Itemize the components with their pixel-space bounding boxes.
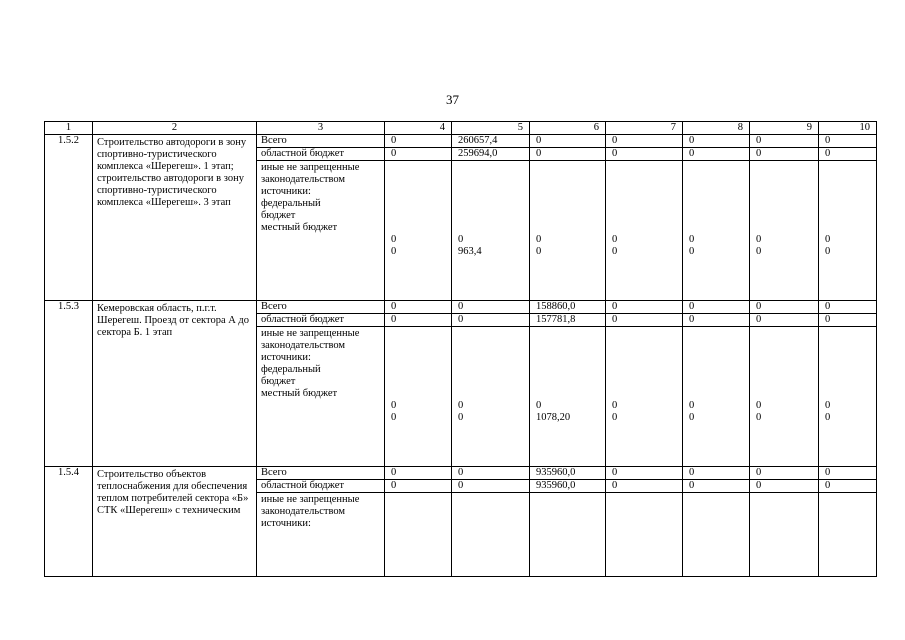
source-label: областной бюджет [257, 148, 385, 161]
header-cell: 4 [385, 122, 452, 135]
value-cell: 260657,4 [452, 135, 530, 148]
local-value: 0 [825, 246, 831, 257]
federal-value: 0 [612, 234, 618, 245]
federal-value: 0 [825, 400, 831, 411]
value-cell: 0 [819, 148, 877, 161]
federal-value: 0 [825, 234, 831, 245]
local-value: 1078,20 [536, 412, 571, 423]
table-body [45, 135, 877, 577]
value-cell: 0 [452, 301, 530, 314]
federal-value: 0 [458, 400, 464, 411]
value-cell: 0 [385, 467, 452, 480]
local-value: 0 [756, 412, 762, 423]
source-label: областной бюджет [257, 480, 385, 493]
value-cell: 0 [750, 314, 819, 327]
source-label: Всего [257, 301, 385, 314]
value-cell: 0 [452, 467, 530, 480]
other-sources-label: иные не запрещенные законодательством источники: [261, 494, 360, 529]
value-cell [819, 327, 877, 467]
row-description: Строительство автодороги в зону спортивно-туристического комплекса «Шерегеш». 1 этап; строительство автодороги в зону спортивно-туристического комплекса «Шерегеш». 3 этап [93, 135, 257, 301]
local-value: 0 [825, 412, 831, 423]
row-description: Кемеровская область, п.г.т. Шерегеш. Проезд от сектора А до сектора Б. 1 этап [93, 301, 257, 467]
header-cell: 5 [452, 122, 530, 135]
value-cell: 0 [683, 301, 750, 314]
value-cell [606, 327, 683, 467]
other-sources-label: иные не запрещенные законодательством источники: [261, 162, 360, 197]
other-sources-cell [257, 161, 385, 301]
value-cell: 935960,0 [530, 467, 606, 480]
value-cell [683, 493, 750, 577]
header-cell: 10 [819, 122, 877, 135]
row-number: 1.5.3 [45, 301, 93, 467]
value-cell: 0 [819, 135, 877, 148]
federal-value: 0 [458, 234, 464, 245]
local-value: 0 [458, 412, 464, 423]
federal-value: 0 [536, 400, 542, 411]
local-value: 0 [689, 412, 695, 423]
value-cell [750, 161, 819, 301]
table-row [45, 135, 877, 148]
value-cell [606, 161, 683, 301]
value-cell: 0 [385, 301, 452, 314]
other-sources-label: иные не запрещенные законодательством источники: [261, 328, 360, 363]
budget-table [44, 121, 877, 577]
source-label: Всего [257, 135, 385, 148]
federal-value: 0 [391, 400, 397, 411]
row-number: 1.5.4 [45, 467, 93, 577]
value-cell: 0 [606, 135, 683, 148]
value-cell: 0 [750, 135, 819, 148]
value-cell: 0 [683, 314, 750, 327]
source-label: областной бюджет [257, 314, 385, 327]
value-cell: 0 [452, 480, 530, 493]
value-cell [452, 493, 530, 577]
value-cell: 0 [683, 467, 750, 480]
value-cell: 157781,8 [530, 314, 606, 327]
local-value: 0 [612, 246, 618, 257]
value-cell: 0 [606, 148, 683, 161]
value-cell: 0 [385, 148, 452, 161]
local-value: 0 [391, 412, 397, 423]
header-cell: 2 [93, 122, 257, 135]
row-description: Строительство объектов теплоснабжения для обеспечения теплом потребителей сектора «Б» СТК «Шерегеш» с техническим [93, 467, 257, 577]
local-value: 0 [756, 246, 762, 257]
value-cell: 0 [530, 135, 606, 148]
value-cell: 0 [750, 301, 819, 314]
other-sources-cell [257, 493, 385, 577]
federal-label: федеральный бюджет [261, 364, 321, 387]
value-cell [819, 161, 877, 301]
header-cell: 3 [257, 122, 385, 135]
local-label: местный бюджет [261, 222, 338, 233]
value-cell: 0 [606, 314, 683, 327]
federal-value: 0 [689, 400, 695, 411]
header-cell: 7 [606, 122, 683, 135]
federal-label: федеральный бюджет [261, 198, 321, 221]
federal-value: 0 [391, 234, 397, 245]
value-cell: 0 [683, 480, 750, 493]
value-cell [683, 161, 750, 301]
value-cell [530, 493, 606, 577]
value-cell: 0 [819, 301, 877, 314]
other-sources-cell [257, 327, 385, 467]
value-cell: 0 [819, 467, 877, 480]
value-cell: 158860,0 [530, 301, 606, 314]
value-cell: 0 [452, 314, 530, 327]
local-label: местный бюджет [261, 388, 338, 399]
local-value: 963,4 [458, 246, 482, 257]
header-cell: 8 [683, 122, 750, 135]
value-cell [452, 327, 530, 467]
value-cell [683, 327, 750, 467]
value-cell [530, 327, 606, 467]
value-cell [750, 493, 819, 577]
local-value: 0 [391, 246, 397, 257]
value-cell: 0 [530, 148, 606, 161]
local-value: 0 [612, 412, 618, 423]
value-cell [385, 161, 452, 301]
federal-value: 0 [689, 234, 695, 245]
federal-value: 0 [756, 400, 762, 411]
local-value: 0 [689, 246, 695, 257]
value-cell: 0 [683, 135, 750, 148]
header-row [45, 122, 877, 135]
local-value: 0 [536, 246, 542, 257]
value-cell [452, 161, 530, 301]
value-cell [819, 493, 877, 577]
value-cell: 0 [385, 314, 452, 327]
table-row [45, 467, 877, 480]
source-label: Всего [257, 467, 385, 480]
value-cell [385, 493, 452, 577]
value-cell: 0 [819, 314, 877, 327]
value-cell: 0 [606, 480, 683, 493]
value-cell: 0 [385, 135, 452, 148]
page-number: 37 [446, 92, 459, 107]
value-cell: 0 [750, 148, 819, 161]
value-cell: 0 [385, 480, 452, 493]
federal-value: 0 [756, 234, 762, 245]
value-cell: 0 [606, 467, 683, 480]
value-cell: 0 [750, 480, 819, 493]
value-cell: 0 [606, 301, 683, 314]
value-cell: 0 [683, 148, 750, 161]
value-cell [606, 493, 683, 577]
header-cell: 6 [530, 122, 606, 135]
federal-value: 0 [536, 234, 542, 245]
header-cell: 1 [45, 122, 93, 135]
header-cell: 9 [750, 122, 819, 135]
value-cell [750, 327, 819, 467]
value-cell: 259694,0 [452, 148, 530, 161]
value-cell: 0 [819, 480, 877, 493]
table-row [45, 301, 877, 314]
federal-value: 0 [612, 400, 618, 411]
value-cell [385, 327, 452, 467]
row-number: 1.5.2 [45, 135, 93, 301]
value-cell: 935960,0 [530, 480, 606, 493]
value-cell [530, 161, 606, 301]
value-cell: 0 [750, 467, 819, 480]
